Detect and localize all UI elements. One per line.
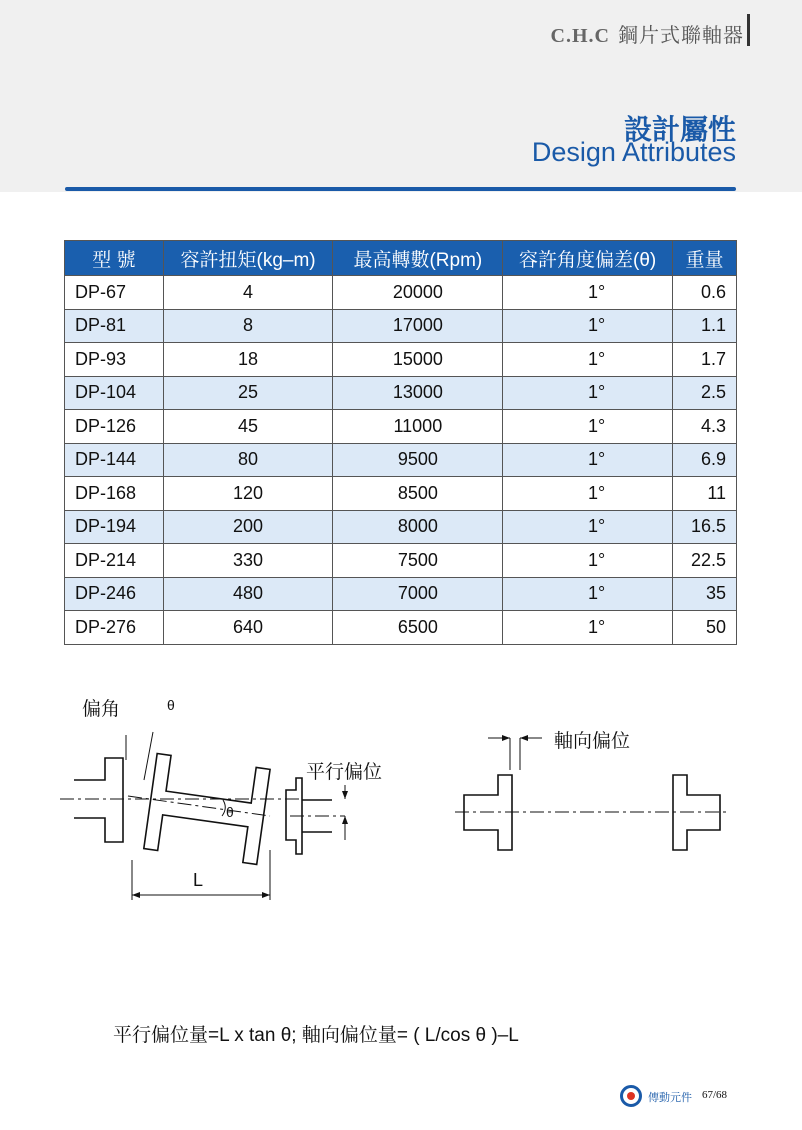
cell-model: DP-168	[65, 477, 164, 511]
cell-torque: 25	[163, 376, 333, 410]
cell-torque: 4	[163, 276, 333, 310]
cell-weight: 50	[673, 611, 737, 645]
cell-torque: 80	[163, 443, 333, 477]
table-row	[65, 611, 737, 645]
cell-weight: 35	[673, 577, 737, 611]
cell-torque: 330	[163, 544, 333, 578]
table-row	[65, 343, 737, 377]
cell-speed: 7500	[333, 544, 503, 578]
cell-model: DP-93	[65, 343, 164, 377]
cell-model: DP-246	[65, 577, 164, 611]
angular-label: 偏角	[82, 699, 121, 720]
table-row	[65, 477, 737, 511]
cell-speed: 17000	[333, 309, 503, 343]
cell-weight: 11	[673, 477, 737, 511]
cell-speed: 9500	[333, 443, 503, 477]
cell-angle: 1°	[503, 309, 673, 343]
company-logo-icon	[620, 1085, 642, 1107]
cell-weight: 16.5	[673, 510, 737, 544]
cell-model: DP-104	[65, 376, 164, 410]
cell-torque: 45	[163, 410, 333, 444]
section-title-en: Design Attributes	[531, 137, 736, 167]
cell-model: DP-144	[65, 443, 164, 477]
cell-speed: 8000	[333, 510, 503, 544]
col-speed-header: 最高轉數(Rpm)	[333, 241, 503, 276]
cell-speed: 13000	[333, 376, 503, 410]
cell-angle: 1°	[503, 477, 673, 511]
cell-angle: 1°	[503, 611, 673, 645]
axial-label: 軸向偏位	[554, 731, 631, 752]
table-row	[65, 510, 737, 544]
cell-weight: 2.5	[673, 376, 737, 410]
cell-speed: 11000	[333, 410, 503, 444]
table-row	[65, 577, 737, 611]
table-row	[65, 376, 737, 410]
length-label: L	[193, 870, 204, 890]
table-row	[65, 309, 737, 343]
cell-model: DP-194	[65, 510, 164, 544]
cell-torque: 8	[163, 309, 333, 343]
angular-theta-top: θ	[167, 697, 175, 713]
table-header-row	[65, 241, 737, 276]
cell-torque: 480	[163, 577, 333, 611]
cell-angle: 1°	[503, 276, 673, 310]
cell-angle: 1°	[503, 577, 673, 611]
angular-left-hub	[74, 758, 123, 842]
col-angle-header: 容許角度偏差(θ)	[503, 241, 673, 276]
brand-title: 鋼片式聯軸器	[618, 25, 744, 47]
col-weight-header: 重量	[673, 241, 737, 276]
cell-angle: 1°	[503, 443, 673, 477]
angular-spacer	[144, 754, 270, 865]
cell-model: DP-126	[65, 410, 164, 444]
section-title-zh: 設計屬性	[623, 114, 736, 145]
cell-speed: 15000	[333, 343, 503, 377]
cell-angle: 1°	[503, 343, 673, 377]
cell-model: DP-67	[65, 276, 164, 310]
title-underline	[65, 187, 736, 191]
offset-formula: 平行偏位量=L x tan θ; 軸向偏位量= ( L/cos θ )–L	[113, 1025, 519, 1046]
col-torque-header: 容許扭矩(kg–m)	[163, 241, 333, 276]
cell-model: DP-276	[65, 611, 164, 645]
cell-speed: 7000	[333, 577, 503, 611]
cell-weight: 22.5	[673, 544, 737, 578]
table-row	[65, 276, 737, 310]
cell-weight: 1.1	[673, 309, 737, 343]
cell-angle: 1°	[503, 376, 673, 410]
brand-divider	[747, 14, 750, 46]
cell-weight: 0.6	[673, 276, 737, 310]
cell-speed: 6500	[333, 611, 503, 645]
cell-weight: 6.9	[673, 443, 737, 477]
misalignment-diagram	[60, 690, 750, 925]
page-number: 67/68	[702, 1089, 728, 1101]
cell-angle: 1°	[503, 410, 673, 444]
cell-torque: 120	[163, 477, 333, 511]
cell-model: DP-81	[65, 309, 164, 343]
table-row	[65, 443, 737, 477]
table-row	[65, 410, 737, 444]
cell-torque: 640	[163, 611, 333, 645]
brand-code: C.H.C	[550, 25, 610, 47]
cell-speed: 8500	[333, 477, 503, 511]
cell-angle: 1°	[503, 544, 673, 578]
angular-theta-mid: θ	[226, 804, 234, 820]
cell-model: DP-214	[65, 544, 164, 578]
cell-torque: 200	[163, 510, 333, 544]
cell-weight: 4.3	[673, 410, 737, 444]
spec-table	[64, 240, 737, 645]
brand-header	[551, 19, 744, 48]
table-row	[65, 544, 737, 578]
footer-category: 傳動元件	[648, 1092, 692, 1104]
col-model-header: 型 號	[65, 241, 164, 276]
cell-angle: 1°	[503, 510, 673, 544]
cell-torque: 18	[163, 343, 333, 377]
cell-weight: 1.7	[673, 343, 737, 377]
cell-speed: 20000	[333, 276, 503, 310]
parallel-label: 平行偏位	[306, 762, 383, 783]
